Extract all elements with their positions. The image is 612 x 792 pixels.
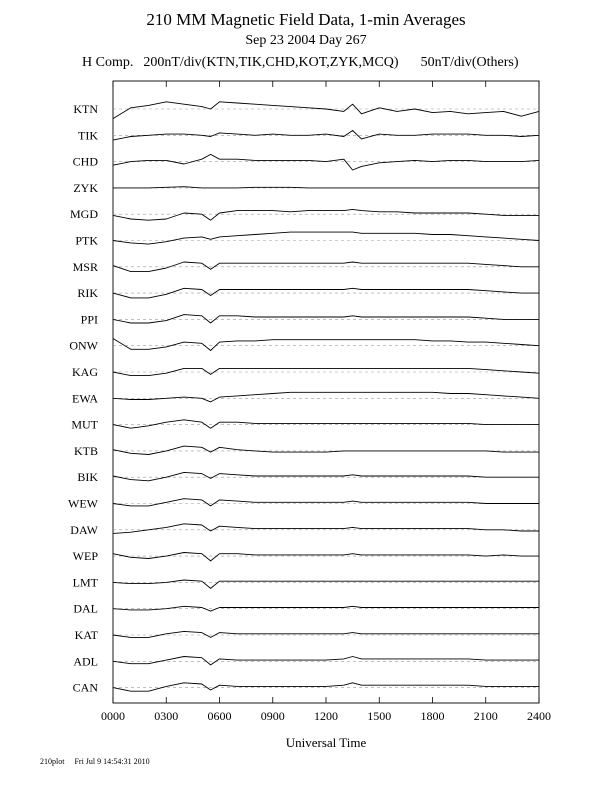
station-label-wew: WEW xyxy=(68,496,98,511)
station-label-ppi: PPI xyxy=(80,312,98,327)
station-label-zyk: ZYK xyxy=(73,180,98,195)
trace-daw xyxy=(113,524,539,534)
trace-mut xyxy=(113,420,539,428)
station-label-ktb: KTB xyxy=(74,443,98,458)
x-tick-label-0300: 0300 xyxy=(154,709,179,723)
footer-timestamp: Fri Jul 9 14:54:31 2010 xyxy=(74,757,150,766)
station-label-tik: TIK xyxy=(78,128,98,143)
station-label-dal: DAL xyxy=(73,601,98,616)
station-label-msr: MSR xyxy=(72,259,98,274)
station-label-ptk: PTK xyxy=(75,233,98,248)
trace-mgd xyxy=(113,209,539,220)
x-tick-label-0600: 0600 xyxy=(207,709,232,723)
baseline-group xyxy=(113,109,539,688)
x-tick-label-1200: 1200 xyxy=(314,709,338,723)
trace-ktb xyxy=(113,446,539,454)
trace-wew xyxy=(113,499,539,506)
x-axis xyxy=(101,81,551,723)
trace-ktn xyxy=(113,102,539,119)
x-tick-label-1800: 1800 xyxy=(420,709,445,723)
trace-onw xyxy=(113,339,539,351)
station-label-mgd: MGD xyxy=(69,207,98,222)
x-tick-label-0900: 0900 xyxy=(260,709,285,723)
footer xyxy=(40,757,150,766)
trace-ptk xyxy=(113,232,539,244)
x-axis-label: Universal Time xyxy=(285,735,367,750)
trace-group xyxy=(113,102,539,691)
station-label-ewa: EWA xyxy=(72,391,98,406)
station-label-group xyxy=(68,102,99,695)
x-tick-label-0000: 0000 xyxy=(101,709,125,723)
chart-subtitle: Sep 23 2004 Day 267 xyxy=(245,33,367,48)
station-label-rik: RIK xyxy=(77,286,98,301)
station-label-wep: WEP xyxy=(72,549,98,564)
station-label-bik: BIK xyxy=(77,470,98,485)
x-tick-label-1500: 1500 xyxy=(367,709,392,723)
x-tick-label-2400: 2400 xyxy=(527,709,551,723)
station-label-adl: ADL xyxy=(73,654,98,669)
footer-program: 210plot xyxy=(40,757,65,766)
x-tick-label-2100: 2100 xyxy=(473,709,498,723)
trace-lmt xyxy=(113,580,539,588)
station-label-kag: KAG xyxy=(72,365,98,379)
station-label-mut: MUT xyxy=(71,417,98,432)
scale-other-label: 50nT/div(Others) xyxy=(420,55,519,70)
trace-ppi xyxy=(113,315,539,323)
station-label-can: CAN xyxy=(72,680,98,695)
chart-title: 210 MM Magnetic Field Data, 1-min Averages xyxy=(146,10,466,29)
trace-zyk xyxy=(113,187,539,188)
trace-ewa xyxy=(113,392,539,402)
trace-wep xyxy=(113,553,539,561)
station-label-kat: KAT xyxy=(74,628,98,642)
trace-can xyxy=(113,683,539,691)
trace-bik xyxy=(113,472,539,480)
station-label-lmt: LMT xyxy=(72,575,98,590)
trace-chd xyxy=(113,154,539,170)
station-label-daw: DAW xyxy=(70,522,98,537)
trace-adl xyxy=(113,657,539,665)
station-label-chd: CHD xyxy=(72,154,98,169)
component-label: H Comp. xyxy=(82,55,134,70)
scale-strong-label: 200nT/div(KTN,TIK,CHD,KOT,ZYK,MCQ) xyxy=(143,55,399,70)
trace-kat xyxy=(113,631,539,637)
station-label-onw: ONW xyxy=(69,338,98,353)
station-label-ktn: KTN xyxy=(73,102,98,116)
